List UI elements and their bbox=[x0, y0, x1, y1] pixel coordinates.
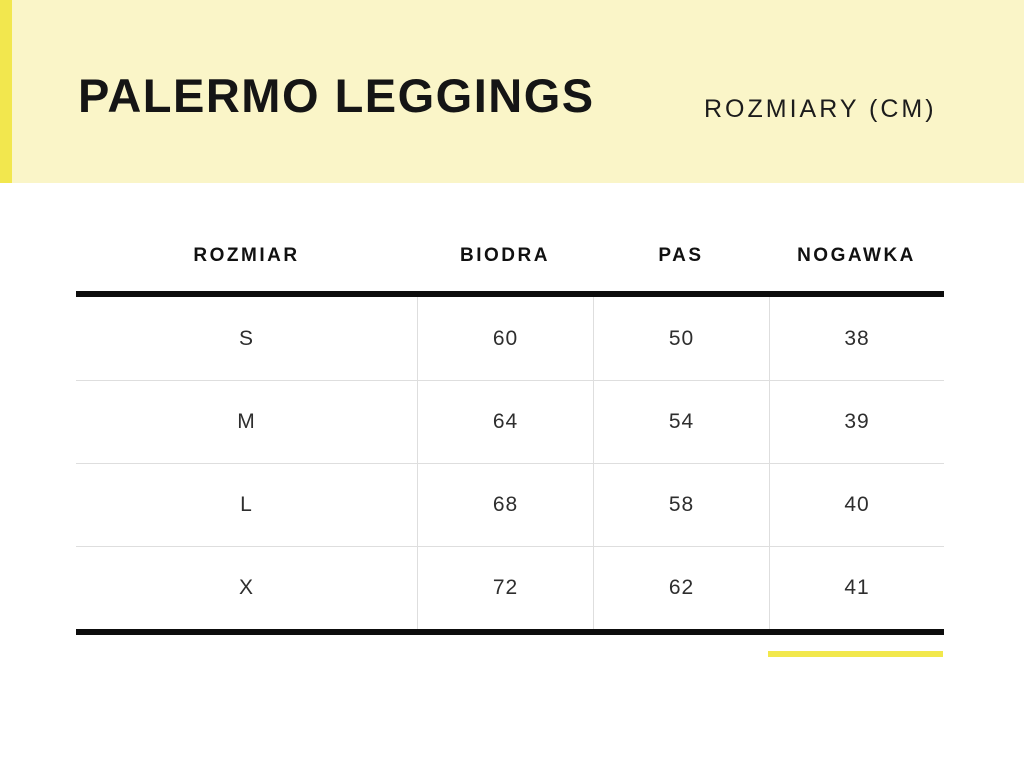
cell-size: L bbox=[240, 493, 253, 516]
page-title: PALERMO LEGGINGS bbox=[78, 69, 595, 122]
column-header-pas: PAS bbox=[658, 245, 704, 266]
table-header-row bbox=[76, 183, 944, 291]
cell-biodra: 64 bbox=[417, 381, 593, 463]
cell-biodra: 60 bbox=[417, 297, 593, 380]
column-header-biodra: BIODRA bbox=[460, 245, 550, 266]
table-row-m bbox=[76, 380, 944, 463]
nogawka-accent-underline bbox=[768, 651, 943, 657]
table-row-s bbox=[76, 297, 944, 380]
size-table bbox=[76, 183, 944, 635]
table-row-l bbox=[76, 463, 944, 546]
cell-size: M bbox=[237, 410, 256, 433]
cell-nogawka: 41 bbox=[769, 547, 944, 629]
table-row-x bbox=[76, 546, 944, 629]
left-accent-stripe bbox=[0, 0, 12, 183]
table-body bbox=[76, 291, 944, 635]
cell-pas: 54 bbox=[593, 381, 769, 463]
cell-nogawka: 40 bbox=[769, 464, 944, 546]
cell-pas: 62 bbox=[593, 547, 769, 629]
page-subtitle: ROZMIARY (CM) bbox=[704, 95, 937, 123]
cell-nogawka: 39 bbox=[769, 381, 944, 463]
cell-nogawka: 38 bbox=[769, 297, 944, 380]
column-header-nogawka: NOGAWKA bbox=[797, 245, 916, 266]
column-header-rozmiar: ROZMIAR bbox=[193, 245, 300, 266]
cell-biodra: 72 bbox=[417, 547, 593, 629]
cell-pas: 50 bbox=[593, 297, 769, 380]
cell-size: X bbox=[238, 576, 254, 599]
cell-biodra: 68 bbox=[417, 464, 593, 546]
header-band bbox=[0, 0, 1024, 183]
cell-pas: 58 bbox=[593, 464, 769, 546]
cell-size: S bbox=[238, 326, 254, 350]
